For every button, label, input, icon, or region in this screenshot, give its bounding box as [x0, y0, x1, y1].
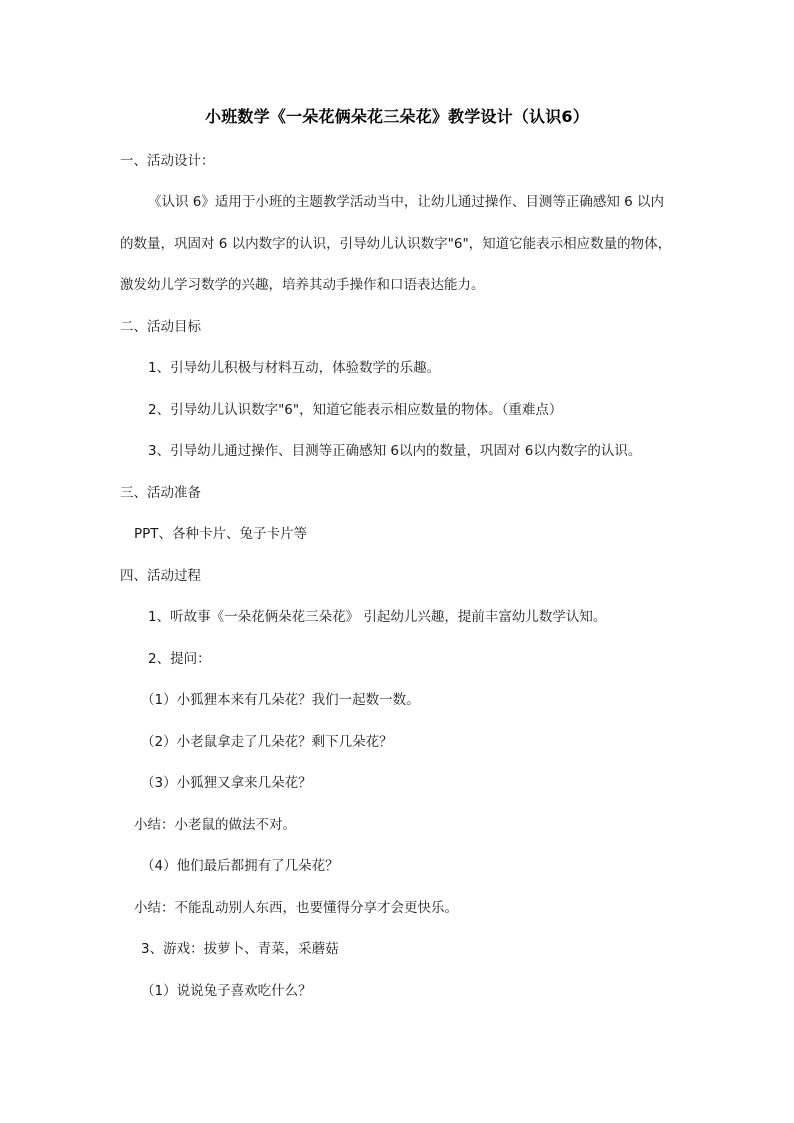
- paragraph-line: 激发幼儿学习数学的兴趣，培养其动手操作和口语表达能力。: [120, 277, 485, 293]
- list-item: 3、游戏：拔萝卜、青菜，采蘑菇: [141, 941, 339, 957]
- list-item: （1）说说兔子喜欢吃什么？: [141, 983, 312, 999]
- paragraph-line: 《认识 6》适用于小班的主题教学活动当中，让幼儿通过操作、目测等正确感知 6 以内: [148, 194, 665, 210]
- section-heading-goals: 二、活动目标: [120, 319, 201, 335]
- list-item: 1、听故事《一朵花俩朵花三朵花》 引起幼儿兴趣，提前丰富幼儿数学认知。: [148, 609, 607, 625]
- paragraph-line: 的数量，巩固对 6 以内数字的认识，引导幼儿认识数字"6"，知道它能表示相应数量的物体，: [120, 236, 672, 252]
- list-item: 2、提问：: [148, 651, 211, 667]
- summary-line: 小结：不能乱动别人东西，也要懂得分享才会更快乐。: [134, 900, 458, 916]
- document-title: 小班数学《一朵花俩朵花三朵花》教学设计（认识6）: [205, 107, 589, 126]
- summary-line: 小结：小老鼠的做法不对。: [134, 817, 296, 833]
- list-item: PPT、各种卡片、兔子卡片等: [134, 526, 308, 542]
- list-item: （4）他们最后都拥有了几朵花？: [141, 858, 339, 874]
- list-item: 3、引导幼儿通过操作、目测等正确感知 6以内的数量，巩固对 6以内数字的认识。: [148, 443, 642, 459]
- list-item: 2、引导幼儿认识数字"6"，知道它能表示相应数量的物体。（重难点）: [148, 402, 563, 418]
- section-heading-design: 一、活动设计：: [120, 153, 215, 169]
- list-item: 1、引导幼儿积极与材料互动，体验数学的乐趣。: [148, 360, 441, 376]
- section-heading-process: 四、活动过程: [120, 568, 201, 584]
- list-item: （3）小狐狸又拿来几朵花？: [141, 775, 312, 791]
- list-item: （1）小狐狸本来有几朵花？我们一起数一数。: [141, 692, 420, 708]
- section-heading-preparation: 三、活动准备: [120, 485, 201, 501]
- list-item: （2）小老鼠拿走了几朵花？剩下几朵花？: [141, 734, 393, 750]
